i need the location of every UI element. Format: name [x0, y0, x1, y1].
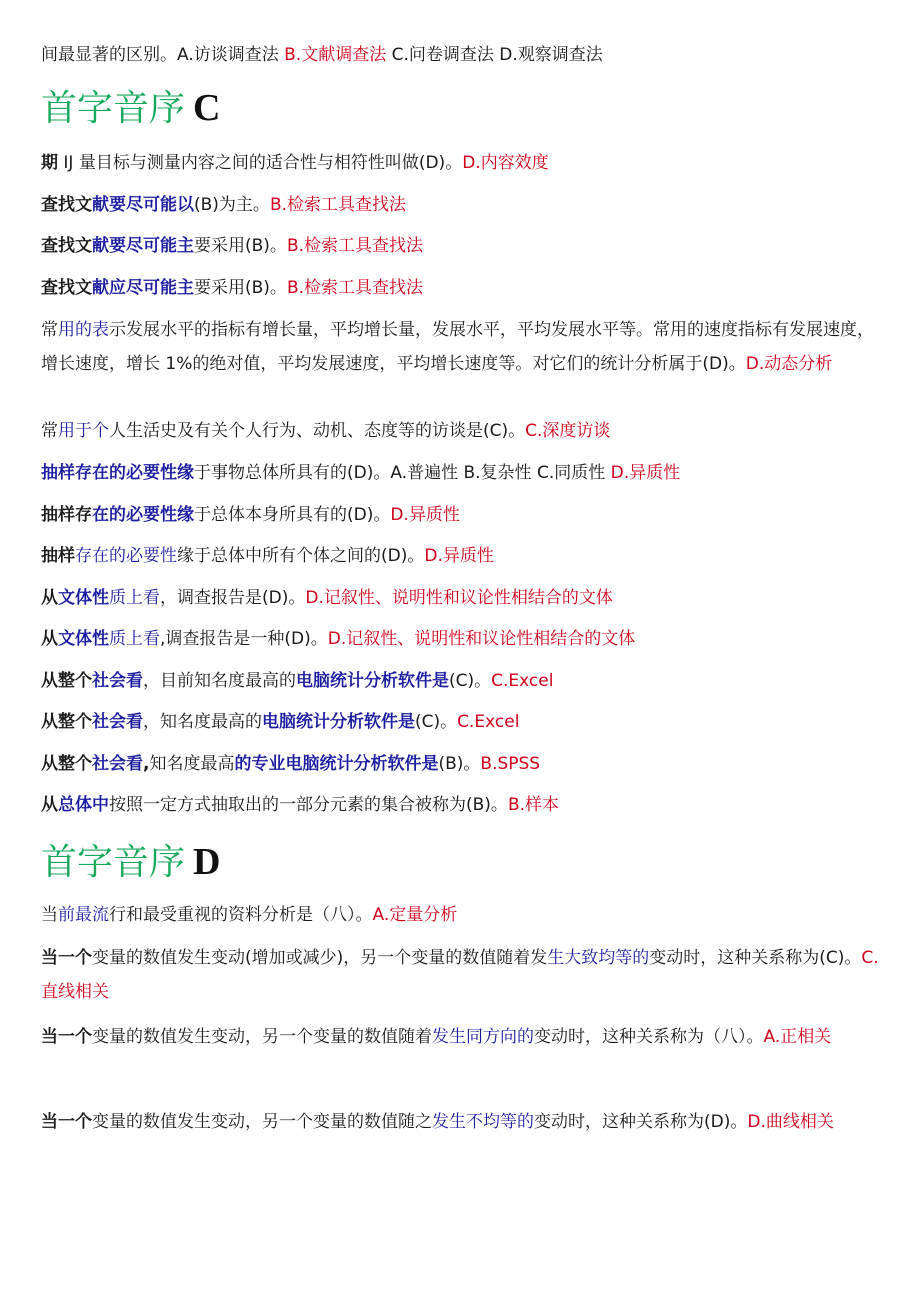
question-text: 行和最受重视的资料分析是（八）。: [109, 905, 373, 925]
keyword-text: 质上看: [109, 629, 160, 649]
question-text: 于事物总体所具有的(D)。A.普遍性 B.复杂性 C.同质性: [194, 463, 611, 483]
keyword-text: 电脑统计分析软件是: [262, 712, 415, 732]
lead-text: 从: [41, 629, 58, 649]
question-text: (B)为主。: [194, 195, 270, 215]
answer-text: D.记叙性、说明性和议论性相结合的文体: [305, 588, 613, 608]
answer-text: C.Excel: [457, 712, 520, 732]
keyword-text: 用的表: [58, 320, 109, 340]
question-text: 变量的数值发生变动，另一个变量的数值随着: [92, 1027, 432, 1047]
question-text: 变量的数值发生变动，另一个变量的数值随之: [92, 1112, 432, 1132]
answer-text: B.样本: [507, 795, 560, 815]
lead-text: 从: [41, 795, 58, 815]
lead-text: 从整个: [41, 671, 92, 691]
keyword-text: 文体性: [58, 629, 109, 649]
text-line: [41, 229, 883, 263]
question-text: 变动时，这种关系称为(D)。: [534, 1112, 748, 1132]
question-text: (C)。: [449, 671, 492, 691]
answer-text: D.异质性: [390, 505, 460, 525]
lead-text: 从整个: [41, 754, 92, 774]
keyword-text: 献应尽可能主: [92, 278, 194, 298]
keyword-text: 社会看: [92, 671, 143, 691]
answer-text: D.曲线相关: [747, 1112, 834, 1132]
section-heading-c: [41, 86, 220, 131]
text-line: [41, 414, 883, 448]
text-line: [41, 1102, 883, 1142]
question-text: ，知名度最高的: [143, 712, 262, 732]
answer-text: D.内容效度: [462, 153, 549, 173]
question-text: ,调查报告是一种(D)。: [160, 629, 328, 649]
text-line: [41, 705, 883, 739]
text-line: [41, 581, 883, 615]
text-line: [41, 788, 883, 822]
keyword-text: 发生不均等的: [432, 1112, 534, 1132]
text-line: [41, 941, 883, 1009]
lead-text: 当: [41, 905, 58, 925]
question-text: 人生活史及有关个人行为、动机、态度等的访谈是(C)。: [109, 421, 526, 441]
text-line: [41, 498, 883, 532]
keyword-text: 电脑统计分析软件是: [296, 671, 449, 691]
text-line: [41, 1017, 883, 1057]
text-line: [41, 456, 883, 490]
lead-text: 抽样: [41, 546, 75, 566]
question-text: ，目前知名度最高的: [143, 671, 296, 691]
keyword-text: 在的必要性缘: [92, 505, 194, 525]
lead-text: 查找文: [41, 278, 92, 298]
answer-text: B.文献调查法: [284, 45, 387, 65]
keyword-text: 存在的必要性: [75, 546, 177, 566]
answer-text: C.深度访谈: [525, 421, 611, 441]
answer-text: D.异质性: [424, 546, 494, 566]
lead-text: 从整个: [41, 712, 92, 732]
question-text: 变量的数值发生变动(增加或减少)，另一个变量的数值随着发: [92, 948, 548, 968]
answer-text: C.直线相关: [41, 948, 879, 1002]
text-line: [41, 146, 883, 180]
answer-text: B.检索工具查找法: [286, 236, 424, 256]
lead-text: 当一个: [41, 1112, 92, 1132]
question-text: 要采用(B)。: [194, 278, 287, 298]
text-line: [41, 271, 883, 305]
keyword-text: 用于个: [58, 421, 109, 441]
question-text: 知名度最高: [149, 754, 235, 774]
lead-text: 常: [41, 320, 58, 340]
question-text: 示发展水平的指标有增长量，平均增长量，发展水平，平均发展水平等。常用的速度指标有发展速度，增长速度，增长 1%的绝对值，平均发展速度，平均增长速度等。对它们的统计分析属于(D)。: [41, 320, 874, 374]
keyword-text: 社会看: [92, 754, 143, 774]
text-line: [41, 747, 883, 781]
lead-text: 查找文: [41, 195, 92, 215]
question-text: 要采用(B)。: [194, 236, 287, 256]
punctuation: ,: [143, 754, 150, 774]
lead-text: 查找文: [41, 236, 92, 256]
keyword-text: 文体性: [58, 588, 109, 608]
answer-text: B.检索工具查找法: [286, 278, 424, 298]
question-text: 间最显著的区别。A.访谈调查法: [41, 45, 285, 65]
keyword-text: 质上看: [109, 588, 160, 608]
keyword-text: 社会看: [92, 712, 143, 732]
answer-text: B.检索工具查找法: [269, 195, 407, 215]
answer-text: A.正相关: [763, 1027, 832, 1047]
question-text: ，调查报告是(D)。: [160, 588, 306, 608]
answer-text: A.定量分析: [372, 905, 458, 925]
lead-text: 当一个: [41, 948, 92, 968]
text-line: [41, 664, 883, 698]
answer-text: B.SPSS: [480, 754, 541, 774]
answer-text: C.Excel: [491, 671, 554, 691]
lead-text: 期: [41, 153, 58, 173]
keyword-text: 献要尽可能主: [92, 236, 194, 256]
lead-text: 从: [41, 588, 58, 608]
question-text: C.问卷调查法 D.观察调查法: [386, 45, 603, 65]
question-text: (B)。: [438, 754, 481, 774]
answer-text: D.异质性: [610, 463, 681, 483]
heading-text: 首字音序: [41, 88, 186, 129]
text-line: [41, 188, 883, 222]
keyword-text: 发生同方向的: [432, 1027, 534, 1047]
keyword-text: 总体中: [58, 795, 109, 815]
text-line: [41, 539, 883, 573]
question-text: 变动时，这种关系称为（八）。: [534, 1027, 764, 1047]
question-text: 于总体本身所具有的(D)。: [194, 505, 391, 525]
question-text: IJ 量目标与测量内容之间的适合性与相符性叫做(D)。: [58, 153, 463, 173]
keyword-text: 抽样存在的必要性缘: [41, 463, 194, 483]
text-line: [41, 622, 883, 656]
section-heading-d: [41, 840, 220, 885]
text-line: [41, 898, 883, 932]
question-text: (C)。: [415, 712, 458, 732]
heading-letter: C: [193, 87, 221, 129]
question-text: 变动时，这种关系称为(C)。: [649, 948, 862, 968]
lead-text: 抽样存: [41, 505, 92, 525]
lead-text: 常: [41, 421, 58, 441]
answer-text: D.动态分析: [745, 354, 833, 374]
heading-letter: D: [193, 841, 221, 883]
heading-text: 首字音序: [41, 842, 186, 883]
lead-text: 当一个: [41, 1027, 92, 1047]
question-text: 按照一定方式抽取出的一部分元素的集合被称为(B)。: [109, 795, 508, 815]
keyword-text: 前最流: [58, 905, 109, 925]
question-text: 缘于总体中所有个体之间的(D)。: [177, 546, 425, 566]
keyword-text: 的专业电脑统计分析软件是: [234, 754, 439, 774]
answer-text: D.记叙性、说明性和议论性相结合的文体: [327, 629, 636, 649]
keyword-text: 献要尽可能以: [92, 195, 194, 215]
keyword-text: 生大致均等的: [547, 948, 650, 968]
text-line: [41, 38, 883, 72]
text-line: [41, 313, 883, 381]
